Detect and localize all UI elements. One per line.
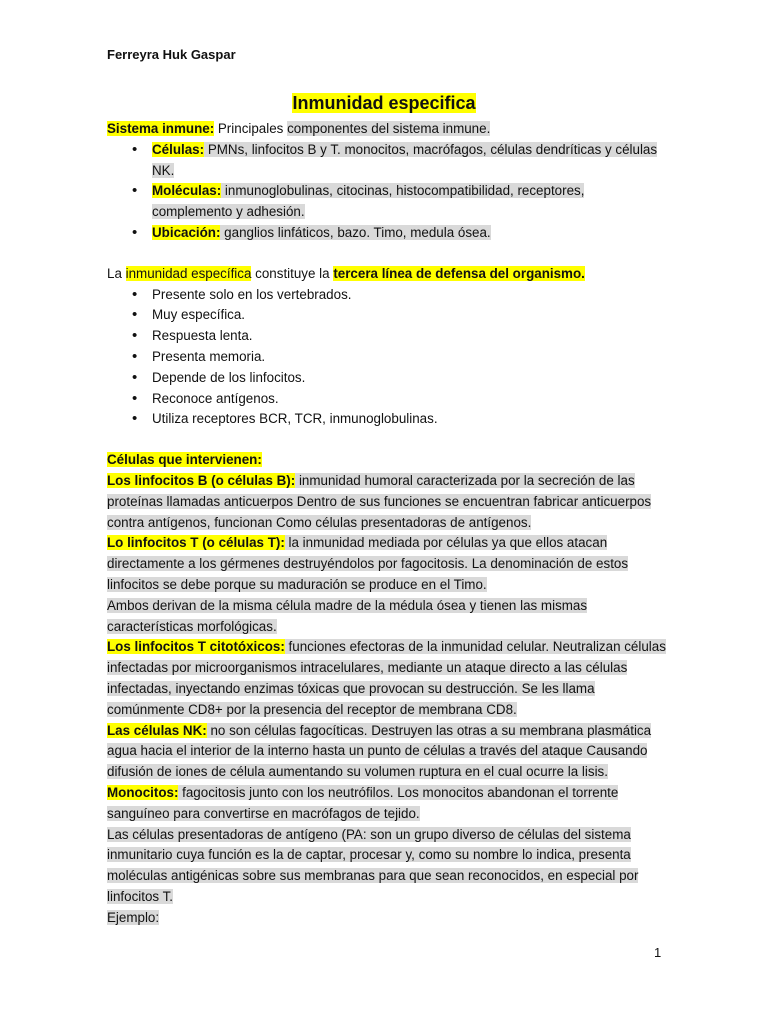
apc-paragraph: Las células presentadoras de antígeno (PA: son un grupo diverso de células del sistema inmunitario cuya función es la de captar, procesar y, como su nombre lo indica, presenta moléculas antigénicas sobre sus membranas para que sean reconocidos, en especial por linfocitos T. [107, 826, 639, 904]
author-name: Ferreyra Huk Gaspar [107, 47, 236, 62]
nk-paragraph: Las células NK: no son células fagocíticas. Destruyen las otras a su membrana plasmática agua hacia el interior de la interno hasta un punto de células a través del ataque Causando difusión de iones de célula aumentando su volumen ruptura en el cual ocurre la lisis. [107, 722, 652, 780]
document-title: Inmunidad especifica [292, 93, 476, 113]
sistema-inmune-paragraph: Sistema inmune: Principales componentes del sistema inmune. [107, 121, 491, 136]
ejemplo-line: Ejemplo: [107, 909, 160, 925]
sistema-list [107, 140, 667, 244]
linfocitos-t-paragraph: Lo linfocitos T (o células T): la inmunidad mediada por células ya que ellos atacan directamente a los gérmenes destruyéndolos por fagocitosis. La denominación de estos linfocitos se debe porque su maduración se produce en el Timo. [107, 535, 629, 592]
list-item: • Moléculas: inmunoglobulinas, citocinas, histocompatibilidad, receptores, complemento y adhesión. [107, 181, 667, 223]
ambos-paragraph: Ambos derivan de la misma célula madre de la médula ósea y tienen las mismas características morfológicas. [107, 597, 588, 634]
list-item: • Utiliza receptores BCR, TCR, inmunoglobulinas. [107, 409, 667, 430]
list-item: • Ubicación: ganglios linfáticos, bazo. Timo, medula ósea. [107, 223, 667, 244]
characteristics-list [107, 285, 667, 431]
citotoxicos-paragraph: Los linfocitos T citotóxicos: funciones efectoras de la inmunidad celular. Neutralizan células infectadas por microorganismos intracelulares, mediante un ataque directo a las células infectadas, inyectando enzimas tóxicas que provocan su destrucción. Se les llama comúnmente CD8+ por la presencia del receptor de membrana CD8. [107, 639, 666, 717]
list-item: • Respuesta lenta. [107, 326, 667, 347]
intro-paragraph: La inmunidad específica constituye la tercera línea de defensa del organismo. [107, 265, 585, 281]
monocitos-paragraph: Monocitos: fagocitosis junto con los neutrófilos. Los monocitos abandonan el torrente sanguíneo para convertirse en macrófagos de tejido. [107, 784, 619, 821]
cells-heading: Células que intervienen: [107, 452, 262, 468]
list-item: • Células: PMNs, linfocitos B y T. monocitos, macrófagos, células dendríticas y células NK. [107, 140, 667, 182]
linfocitos-b-paragraph: Los linfocitos B (o células B): inmunidad humoral caracterizada por la secreción de las proteínas llamadas anticuerpos Dentro de sus funciones se encuentran fabricar anticuerpos contra antígenos, funcionan Como células presentadoras de antígenos. [107, 472, 652, 530]
page-number: 1 [654, 945, 662, 960]
document-body [107, 119, 667, 928]
list-item: • Depende de los linfocitos. [107, 368, 667, 389]
list-item: • Muy específica. [107, 305, 667, 326]
list-item: • Presente solo en los vertebrados. [107, 285, 667, 306]
list-item: • Reconoce antígenos. [107, 389, 667, 410]
sistema-label: Sistema inmune: [107, 121, 215, 136]
list-item: • Presenta memoria. [107, 347, 667, 368]
